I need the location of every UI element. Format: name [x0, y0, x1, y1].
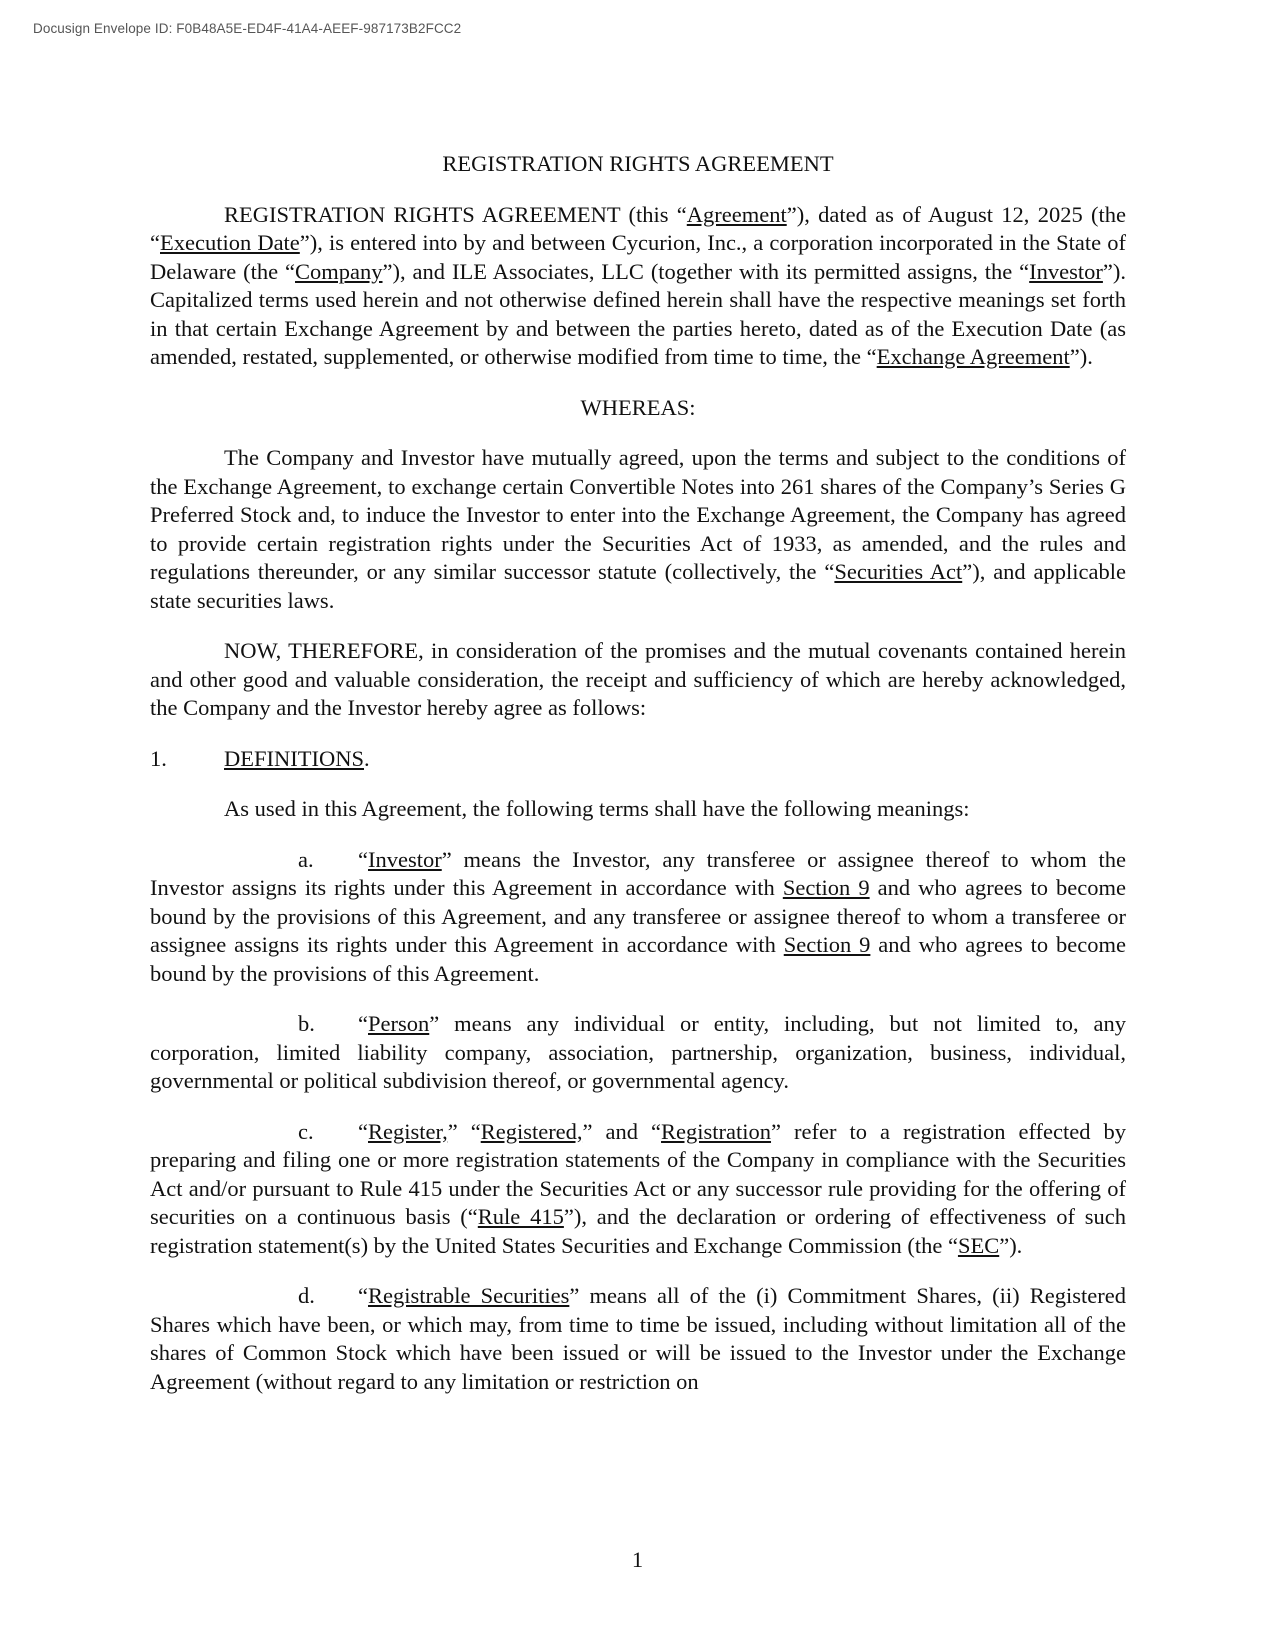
intro-text-1: REGISTRATION RIGHTS AGREEMENT (this “ [224, 201, 687, 227]
defined-term: Rule 415 [477, 1204, 564, 1229]
section-reference: Section 9 [782, 875, 870, 900]
definition-text: ”), and the declaration or ordering of effectiveness of such registration statement(s) by the United States Securities and Exchange Commission (the “ [150, 1204, 1127, 1258]
section-title-period: . [364, 745, 370, 771]
definition-text: ” means the Investor, any transferee or assignee thereof to whom the Investor assigns its rights under this Agreement in accordance with [150, 846, 1126, 900]
document-body [150, 150, 1126, 1418]
definition-a [150, 846, 1126, 989]
defined-term: Registered, [480, 1118, 583, 1144]
defined-term: Register, [368, 1118, 448, 1144]
definition-text: ” means any individual or entity, including, but not limited to, any corporation, limited liability company, association, partnership, organization, business, individual, governmental or political subdivision thereof, or governmental agency. [150, 1011, 1126, 1093]
defined-term-investor: Investor [1029, 258, 1103, 284]
document-title: REGISTRATION RIGHTS AGREEMENT [442, 151, 834, 176]
definition-text: “ [358, 1118, 368, 1144]
defined-term: Investor [368, 846, 442, 872]
definition-text: “ [358, 1283, 368, 1308]
defined-term-company: Company [295, 258, 383, 284]
defined-term-exchange-agreement: Exchange Agreement [876, 344, 1070, 369]
definition-text: “ [358, 1011, 368, 1036]
as-used-paragraph: As used in this Agreement, the following terms shall have the following meanings: [224, 796, 970, 821]
definition-label: d. [298, 1283, 315, 1308]
section-number: 1. [150, 745, 167, 771]
intro-text-3: ”), is entered into by and between Cycurion, Inc., a corporation incorporated in the State of Delaware (the “ [150, 230, 1126, 284]
page-number: 1 [631, 1547, 644, 1572]
section-title: DEFINITIONS [224, 745, 364, 771]
defined-term-securities-act: Securities Act [834, 559, 963, 584]
section-reference: Section 9 [783, 932, 871, 957]
definition-label: a. [298, 846, 314, 872]
section-1-heading [150, 745, 1126, 774]
whereas-heading: WHEREAS: [580, 394, 696, 420]
recital-text-1: The Company and Investor have mutually agreed, upon the terms and subject to the conditions of the Exchange Agreement, to exchange certain Convertible Notes into 261 shares of the Company’s Series G Preferred Stock and, to induce the Investor to enter into the Exchange Agreement, the Company has agreed to provide certain registration rights under the Securities Act of 1933, as amended, and the rules and regulations thereunder, or any similar successor statute (collectively, the “ [150, 445, 1126, 584]
definition-b [150, 1010, 1126, 1096]
definition-text: and who agrees to become bound by the provisions of this Agreement. [150, 932, 1126, 986]
defined-term: Registration [661, 1118, 772, 1144]
definition-text: ” means all of the (i) Commitment Shares, (ii) Registered Shares which have been, or which may, from time to time be issued, including without limitation all of the shares of Common Stock which have been issued or will be issued to the Investor under the Exchange Agreement (without regard to any limitation or restriction on [150, 1283, 1126, 1394]
definition-c [150, 1118, 1126, 1261]
intro-text-2: ”), dated as of August 12, 2025 (the “ [150, 201, 1126, 255]
definition-text: ” and “ [582, 1118, 662, 1144]
definition-text: ”). [999, 1232, 1023, 1258]
definition-text: “ [358, 846, 368, 872]
defined-term-execution-date: Execution Date [160, 230, 300, 255]
now-therefore-paragraph: NOW, THEREFORE, in consideration of the promises and the mutual covenants contained herein and other good and valuable consideration, the receipt and sufficiency of which are hereby acknowledged, the Company and the Investor hereby agree as follows: [150, 638, 1126, 720]
definition-label: b. [298, 1011, 315, 1036]
intro-text-6: ”). [1069, 344, 1093, 369]
intro-paragraph [150, 201, 1126, 372]
definition-text: ” refer to a registration effected by preparing and filing one or more registration statements of the Company in compliance with the Securities Act and/or pursuant to Rule 415 under the Securities Act or any successor rule providing for the offering of securities on a continuous basis (“ [150, 1118, 1126, 1229]
defined-term-agreement: Agreement [686, 201, 787, 227]
intro-text-5: ”). Capitalized terms used herein and not otherwise defined herein shall have the respective meanings set forth in that certain Exchange Agreement by and between the parties hereto, dated as of the Execution Date (as amended, restated, supplemented, or otherwise modified from time to time, the “ [150, 258, 1127, 369]
definition-text: and who agrees to become bound by the provisions of this Agreement, and any transferee or assignee thereof to whom a transferee or assignee assigns its rights under this Agreement in accordance with [150, 875, 1126, 957]
definition-d [150, 1282, 1126, 1396]
defined-term: Registrable Securities [368, 1283, 570, 1308]
intro-text-4: ”), and ILE Associates, LLC (together with its permitted assigns, the “ [382, 258, 1030, 284]
definition-text: ” “ [447, 1118, 481, 1144]
recital-paragraph [150, 444, 1126, 615]
definition-label: c. [298, 1118, 314, 1144]
recital-text-2: ”), and applicable state securities laws. [150, 559, 1126, 613]
defined-term: SEC [957, 1232, 1000, 1258]
docusign-envelope-id: Docusign Envelope ID: F0B48A5E-ED4F-41A4-AEEF-987173B2FCC2 [33, 21, 462, 36]
defined-term: Person [368, 1011, 430, 1036]
